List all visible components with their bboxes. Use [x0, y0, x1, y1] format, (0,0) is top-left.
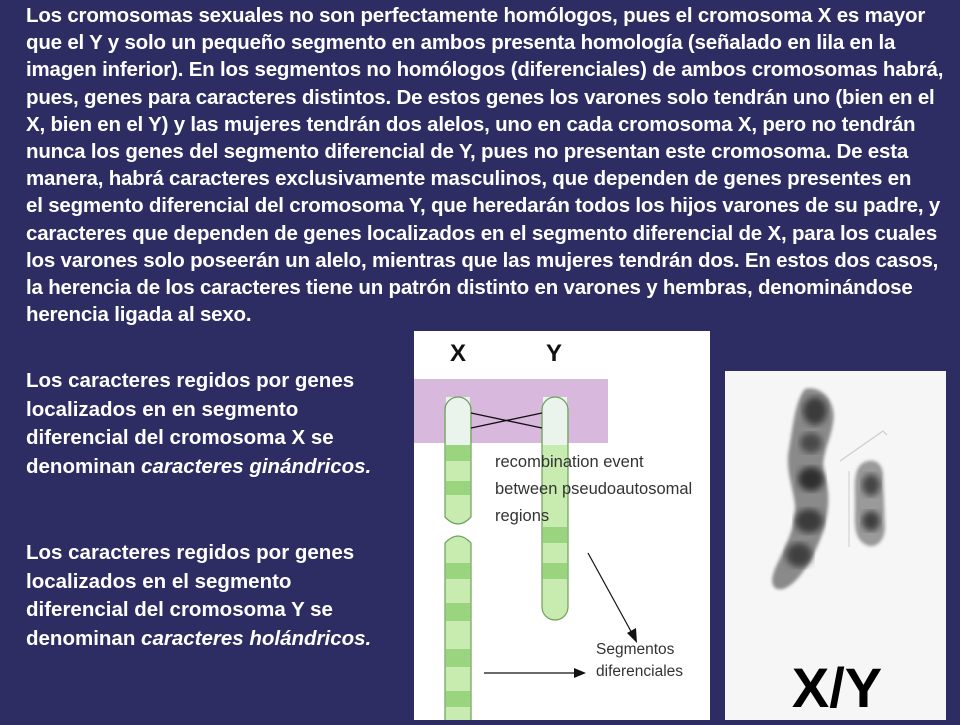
note-line: Los caracteres regidos por genes: [26, 541, 355, 564]
paragraph-line: imagen inferior). En los segmentos no homólogos (diferenciales) de ambos cromosomas habrá,: [26, 58, 944, 82]
recombination-caption: [495, 453, 697, 525]
holandricos-note: [26, 539, 406, 653]
paragraph-line: herencia ligada al sexo.: [26, 303, 252, 327]
paragraph-line: pues, genes para caracteres distintos. De estos genes los varones solo tendrán uno (bien en el: [26, 85, 935, 109]
note-line: localizados en en segmento: [26, 397, 299, 421]
y-chromosome-label: Y: [545, 340, 563, 367]
ginandricos-term: caracteres ginándricos.: [141, 454, 372, 478]
note-prefix: denominan: [26, 626, 142, 650]
ginandricos-note: [26, 367, 406, 481]
paragraph-line: manera, habrá caracteres exclusivamente masculinos, que dependen de genes presentes en: [26, 167, 912, 191]
paragraph-line: nunca los genes del segmento diferencial de Y, pues no presentan este cromosoma. De esta: [26, 140, 909, 164]
chromosome-diagram: [414, 331, 710, 720]
segmentos-caption: [596, 641, 683, 680]
recombination-line: between pseudoautosomal: [495, 480, 693, 498]
chromosome-diagram-svg: [414, 331, 710, 720]
note-line: [26, 453, 406, 482]
paragraph-line: que el Y y solo un pequeño segmento en ambos presenta homología (señalado en lila en la: [26, 31, 896, 55]
xy-caption: X/Y: [791, 656, 883, 719]
segmentos-line: Segmentos: [596, 641, 675, 658]
main-paragraph: [26, 2, 960, 328]
x-chromosome-upper-arm: [445, 397, 471, 524]
arrow-to-y-segment: [588, 553, 637, 643]
recombination-line: regions: [495, 507, 550, 525]
arrow-to-x-segment: [484, 668, 586, 678]
note-line: localizados en el segmento: [26, 569, 292, 593]
recombination-line: recombination event: [495, 453, 644, 471]
note-line: [26, 625, 406, 654]
paragraph-line: la herencia de los caracteres tiene un patrón distinto en varones y hembras, denominándose: [26, 276, 913, 300]
paragraph-line: los varones solo poseerán un alelo, mientras que las mujeres tendrán dos. En estos dos casos,: [26, 248, 939, 272]
karyotype-photo: [725, 371, 946, 720]
note-line: Los caracteres regidos por genes: [26, 369, 355, 392]
note-prefix: denominan: [26, 454, 142, 478]
pseudoautosomal-region: [414, 379, 608, 443]
paragraph-line: Los cromosomas sexuales no son perfectamente homólogos, pues el cromosoma X es mayor: [26, 4, 926, 27]
paragraph-line: caracteres que dependen de genes localizados en el segmento diferencial de X, para los cuales: [26, 221, 938, 245]
segmentos-line: diferenciales: [596, 663, 684, 680]
x-chromosome-lower-arm: [445, 536, 471, 720]
note-line: diferencial del cromosoma X se: [26, 426, 334, 449]
x-chromosome-label: X: [449, 340, 467, 367]
holandricos-term: caracteres holándricos.: [141, 626, 372, 650]
note-line: diferencial del cromosoma Y se: [26, 598, 333, 621]
karyotype-photo-svg: [725, 371, 946, 720]
paragraph-line: el segmento diferencial del cromosoma Y, que heredarán todos los hijos varones de su padre, y: [26, 194, 941, 218]
paragraph-line: X, bien en el Y) y las mujeres tendrán dos alelos, uno en cada cromosoma X, pero no tendrán: [26, 112, 916, 136]
